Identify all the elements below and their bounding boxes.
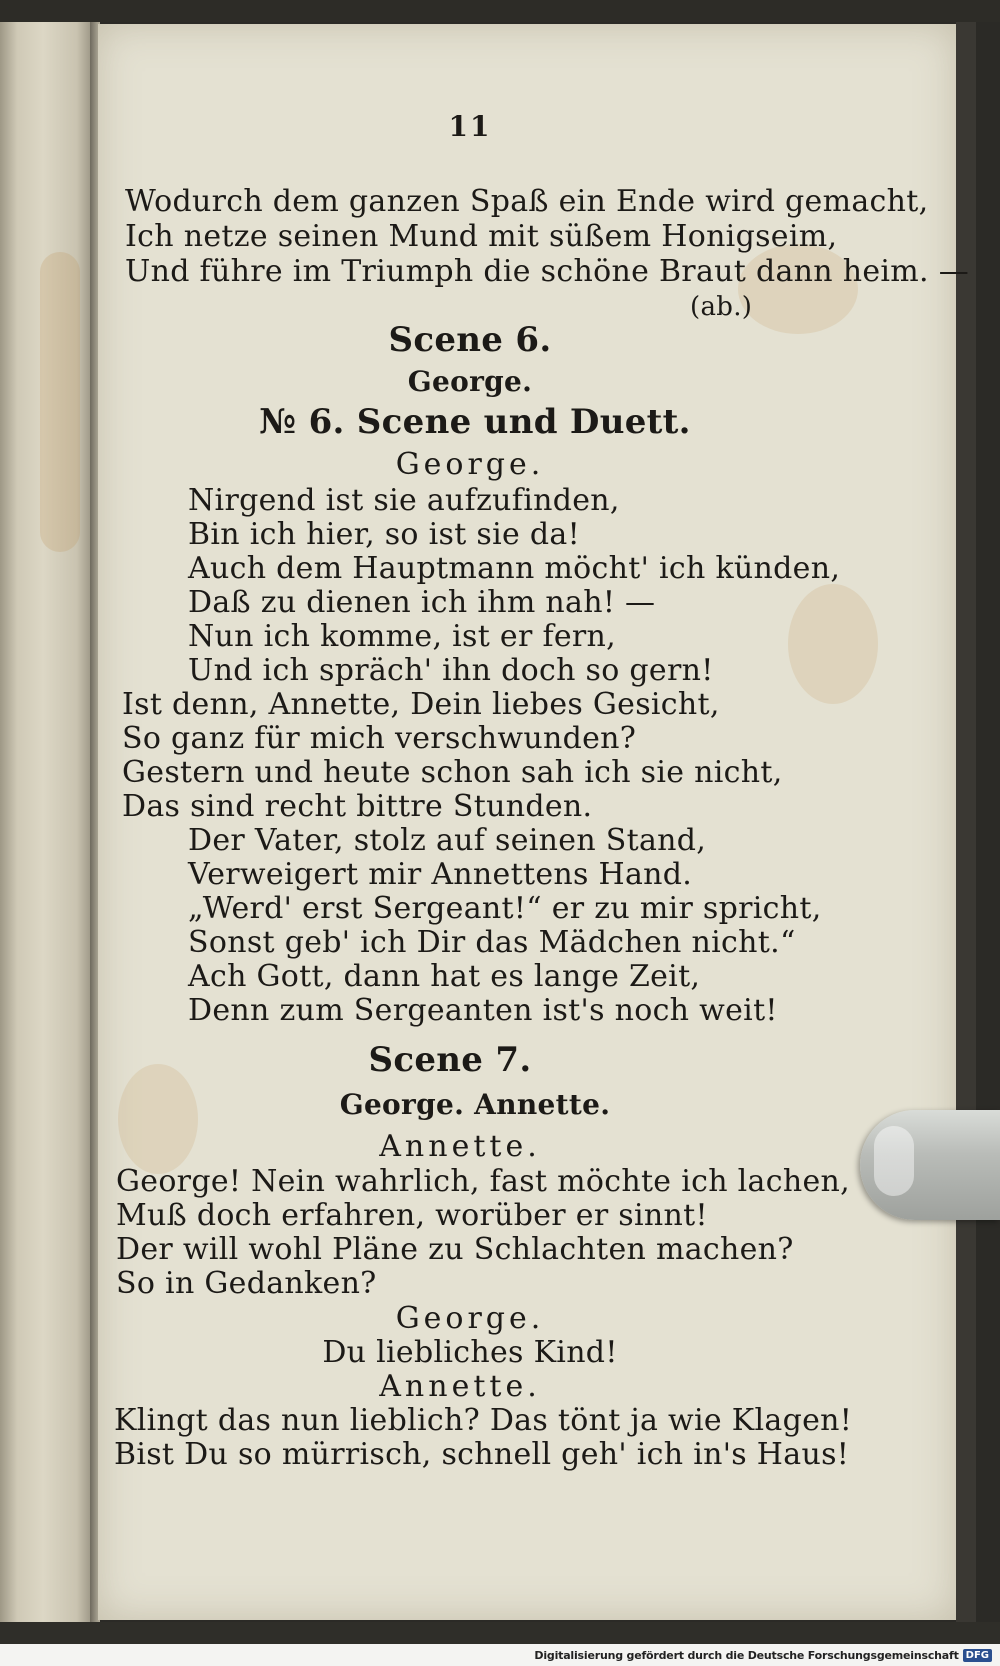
number-heading: № 6. Scene und Duett.: [259, 402, 691, 442]
verse-line: „Werd' erst Sergeant!“ er zu mir spricht,: [188, 891, 822, 926]
verse-line: Bist Du so mürrisch, schnell geh' ich in's Haus!: [114, 1437, 850, 1472]
verse-line: Und ich spräch' ihn doch so gern!: [188, 653, 714, 688]
speaker-name: Annette.: [379, 1129, 541, 1164]
footer-credit-bar: [0, 1644, 1000, 1666]
verse-line: Verweigert mir Annettens Hand.: [188, 857, 693, 892]
verse-line: Sonst geb' ich Dir das Mädchen nicht.“: [188, 925, 796, 960]
verse-line: Gestern und heute schon sah ich sie nicht,: [122, 755, 783, 790]
scene-title: Scene 6.: [388, 320, 552, 360]
verse-line: Auch dem Hauptmann möcht' ich künden,: [188, 551, 841, 586]
scene-persons: George. Annette.: [339, 1088, 611, 1121]
verse-line: So in Gedanken?: [116, 1266, 377, 1301]
footer-credit-text: Digitalisierung gefördert durch die Deutsche Forschungsgemeinschaft: [534, 1648, 959, 1662]
verse-line: Du liebliches Kind!: [322, 1335, 618, 1370]
speaker-name: George.: [395, 447, 545, 482]
dfg-logo: DFG: [963, 1649, 992, 1662]
verse-line: Der will wohl Pläne zu Schlachten machen?: [116, 1232, 794, 1267]
verse-line: Nun ich komme, ist er fern,: [188, 619, 617, 654]
verse-line: Bin ich hier, so ist sie da!: [188, 517, 580, 552]
verse-line: Muß doch erfahren, worüber er sinnt!: [116, 1198, 708, 1233]
verse-line: Denn zum Sergeanten ist's noch weit!: [188, 993, 778, 1028]
verse-line: So ganz für mich verschwunden?: [122, 721, 637, 756]
verse-line: Und führe im Triumph die schöne Braut dann heim. —: [125, 254, 969, 289]
scene-persons: George.: [407, 365, 533, 398]
verse-line: Daß zu dienen ich ihm nah! —: [188, 585, 656, 620]
verse-line: Ist denn, Annette, Dein liebes Gesicht,: [122, 687, 720, 722]
verse-line: George! Nein wahrlich, fast möchte ich lachen,: [116, 1164, 850, 1199]
verse-line: Wodurch dem ganzen Spaß ein Ende wird gemacht,: [125, 184, 929, 219]
verse-line: Das sind recht bittre Stunden.: [122, 789, 593, 824]
stage-direction: (ab.): [690, 292, 753, 322]
verse-line: Der Vater, stolz auf seinen Stand,: [188, 823, 707, 858]
verse-line: Ach Gott, dann hat es lange Zeit,: [188, 959, 701, 994]
speaker-name: Annette.: [379, 1369, 541, 1404]
verse-line: Ich netze seinen Mund mit süßem Honigseim,: [125, 219, 838, 254]
page-number: 11: [448, 110, 492, 143]
verse-line: Nirgend ist sie aufzufinden,: [188, 483, 620, 518]
speaker-name: George.: [395, 1301, 545, 1336]
scene-title: Scene 7.: [368, 1040, 532, 1080]
verse-line: Klingt das nun lieblich? Das tönt ja wie Klagen!: [114, 1403, 853, 1438]
